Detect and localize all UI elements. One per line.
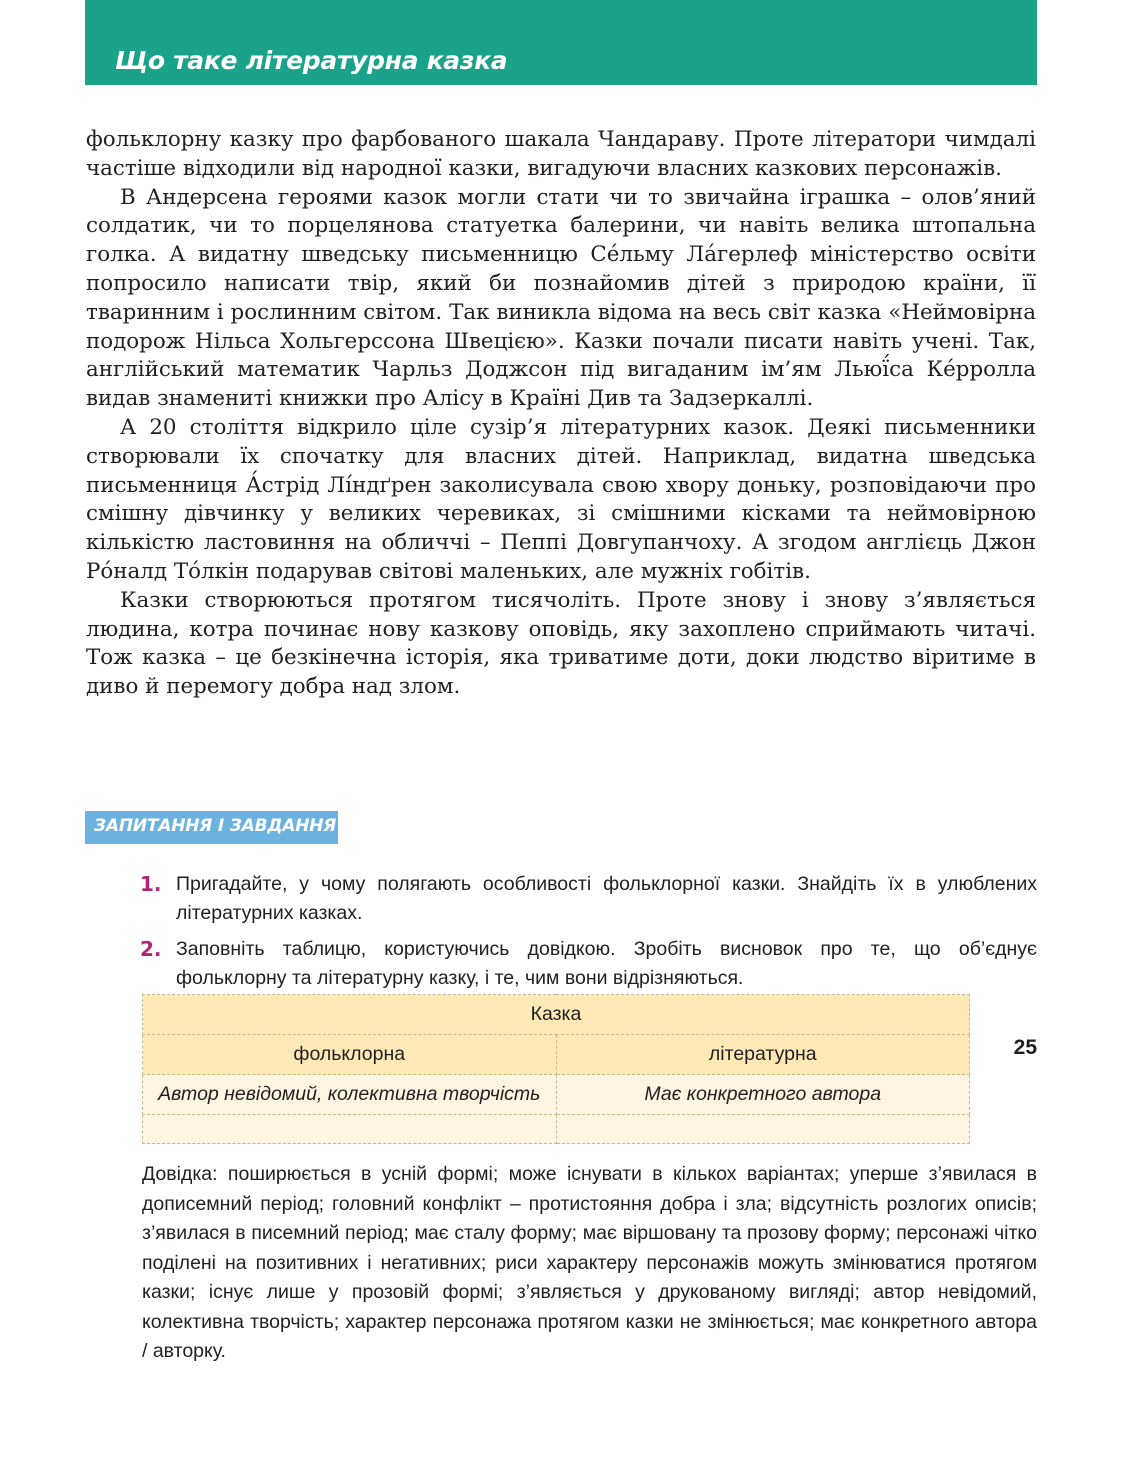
paragraph: А 20 століття відкрило ціле сузір’я літературних казок. Деякі письменники створювали їх спочатку для власних дітей. Наприклад, видатна шведська письменниця А́стрід Лі́ндґрен заколисувала свою хвору доньку, розповідаючи про смішну дівчинку у великих черевиках, зі смішними кісками та неймовірною кількістю ластовиння на обличчі – Пеппі Довгупанчоху. А згодом англієць Джон Ро́налд То́лкін подарував світові маленьких, але мужніх гобітів. bbox=[86, 414, 1036, 584]
reference-note: Довідка: поширюється в усній формі; може існувати в кількох варіантах; уперше з’явилася в дописемний період; головний конфлікт – протистояння добра і зла; відсутність розлогих описів; з’явилася в писемний період; має сталу форму; має віршовану та прозову форму; персонажі чітко поділені на позитивних і негативних; риси характеру персонажів можуть змінюватися протягом казки; існує лише у прозовій формі; з’являється у друкованому вигляді; автор невідомий, колективна творчість; характер персонажа протягом казки не змінюється; має конкретного автора / авторку. bbox=[142, 1163, 1037, 1362]
table-cell bbox=[556, 1115, 970, 1144]
section-label-text: ЗАПИТАННЯ І ЗАВДАННЯ bbox=[94, 816, 337, 836]
page-header bbox=[85, 0, 1037, 85]
table-title-row bbox=[143, 995, 970, 1035]
task-number: 1. bbox=[140, 872, 162, 896]
task-item bbox=[140, 870, 1037, 927]
page-number: 25 bbox=[1013, 1036, 1037, 1059]
section-label bbox=[85, 811, 338, 844]
task-text: Пригадайте, у чому полягають особливості фольклорної казки. Знайдіть їх в улюблених літературних казках. bbox=[176, 873, 1037, 924]
table-row bbox=[143, 1075, 970, 1115]
task-list bbox=[140, 870, 1037, 1000]
table-cell bbox=[143, 1115, 557, 1144]
paragraph: В Андерсена героями казок могли стати чи то звичайна іграшка – олов’яний солдатик, чи то порцелянова статуетка балерини, чи навіть велика штопальна голка. А видатну шведську письменницю Се́льму Ла́герлеф міністерство освіти попросило написати твір, який би познайомив дітей з природою країни, її тваринним і рослинним світом. Так виникла відома на весь світ казка «Неймовірна подорож Нільса Хольгерссона Швецією». Казки почали писати навіть учені. Так, англійський математик Чарльз Доджсон під вигаданим ім’ям Льюї́са Ке́рролла видав знамениті книжки про Алісу в Країні Див та Задзеркаллі. bbox=[86, 184, 1036, 412]
column-header-literary: літературна bbox=[556, 1035, 970, 1075]
column-header-folk: фольклорна bbox=[143, 1035, 557, 1075]
task-number: 2. bbox=[140, 937, 162, 961]
body-text bbox=[86, 126, 1036, 702]
task-item bbox=[140, 935, 1037, 992]
task-text: Заповніть таблицю, користуючись довідкою. Зробіть висновок про те, що об’єднує фольклорну та літературну казку, і те, чим вони відрізняються. bbox=[176, 938, 1037, 989]
table-header-row bbox=[143, 1035, 970, 1075]
paragraph: Казки створюються протягом тисячоліть. Проте знову і знову з’являється людина, котра починає нову казкову оповідь, яку захоплено сприймають читачі. Тож казка – це безкінечна історія, яка триватиме доти, доки людство віритиме в диво й перемогу добра над злом. bbox=[86, 587, 1036, 700]
table-row-empty bbox=[143, 1115, 970, 1144]
table-cell: Має конкретного автора bbox=[556, 1075, 970, 1115]
table-title: Казка bbox=[143, 995, 970, 1035]
fairy-tale-table bbox=[142, 994, 970, 1144]
table-cell: Автор невідомий, колективна творчість bbox=[143, 1075, 557, 1115]
paragraph: фольклорну казку про фарбованого шакала Чандараву. Проте літератори чимдалі частіше відходили від народної казки, вигадуючи власних казкових персонажів. bbox=[86, 127, 1036, 181]
page-title: Що таке літературна казка bbox=[115, 46, 508, 75]
